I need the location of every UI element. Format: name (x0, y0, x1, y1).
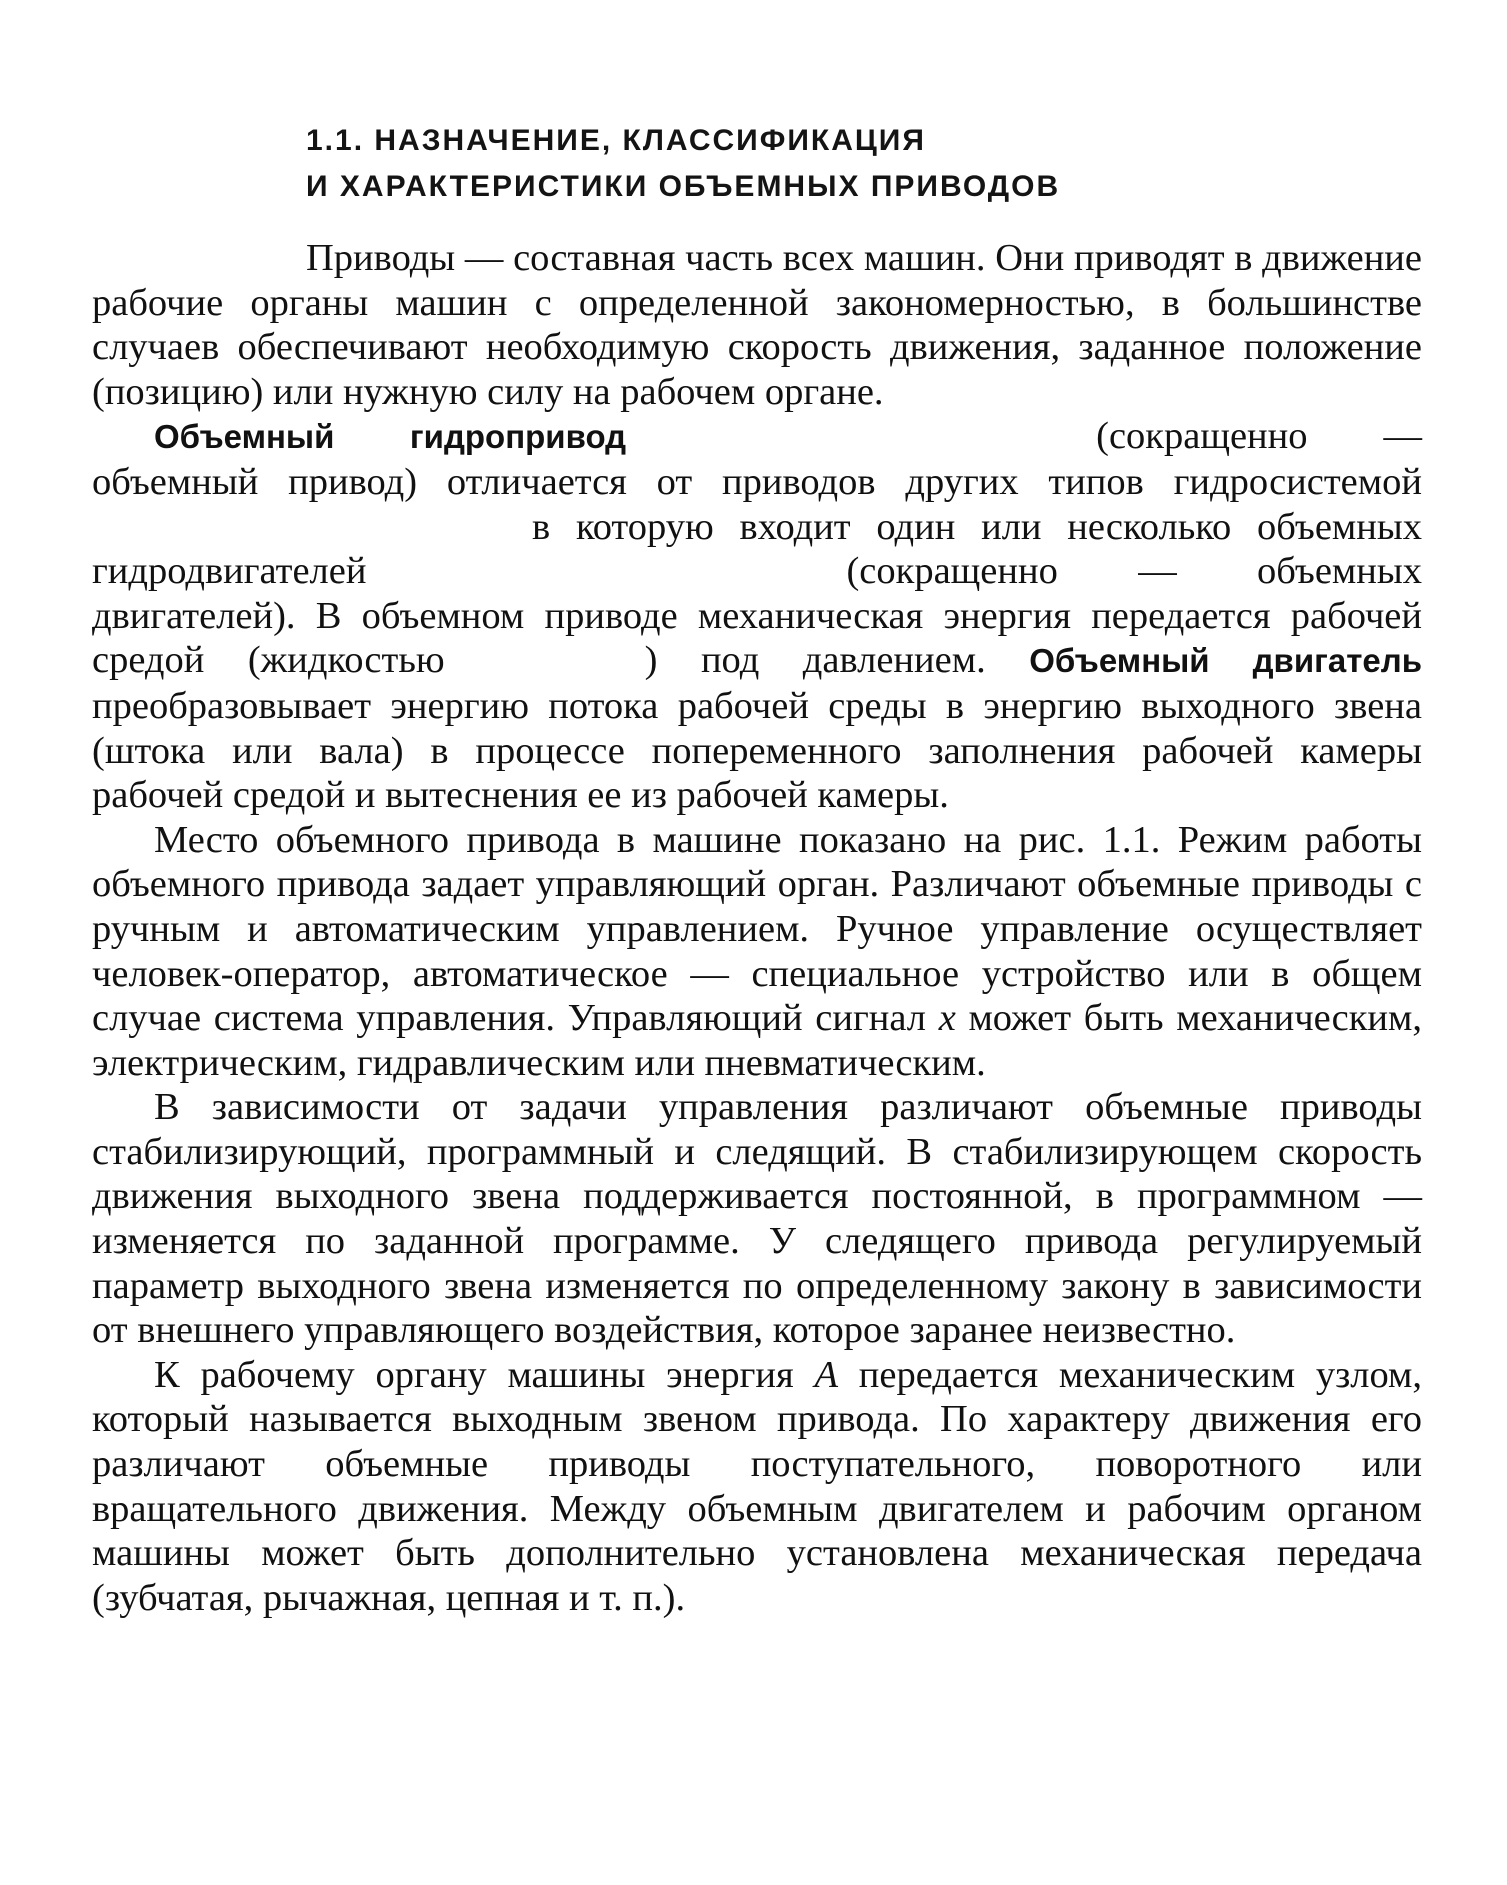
heading-line-1: 1.1. НАЗНАЧЕНИЕ, КЛАССИФИКАЦИЯ (306, 124, 926, 157)
paragraph-2-text-2: в которую входит один или несколько объемных гидродвигателей (92, 505, 1422, 593)
paragraph-3 (92, 818, 1422, 1086)
paragraph-2-text-4: ) под давлением. (644, 639, 986, 682)
paragraph-4: В зависимости от задачи управления различают объемные приводы стабилизирующий, программный и следящий. В стабилизирующем скорость движения выходного звена поддерживается постоянной, в программном — изменяется по заданной программе. У следящего привода регулируемый параметр выходного звена изменяется по определенному закону в зависимости от внешнего управляющего воздействия, которое заранее неизвестно. (92, 1086, 1422, 1352)
body-text (92, 236, 1422, 1620)
term-volumetric-motor: Объемный двигатель (1029, 642, 1422, 680)
heading-line-2: И ХАРАКТЕРИСТИКИ ОБЪЕМНЫХ ПРИВОДОВ (306, 170, 1061, 203)
paragraph-2-text-1: (сокращенно — объемный привод) отличается от приводов других типов гидросистемой (92, 415, 1422, 503)
paragraph-5 (92, 1353, 1422, 1621)
paragraph-2-text-5: преобразовывает энергию потока рабочей среды в энергию выходного звена (штока или вала) в процессе попеременного заполнения рабочей камеры рабочей средой и вытеснения ее из рабочей камеры. (92, 684, 1422, 817)
paragraph-2 (92, 414, 1422, 817)
section-heading (306, 118, 1406, 210)
variable-x: x (938, 997, 956, 1040)
paragraph-2-text-3: (сокращенно — объемных двигателей). В объемном приводе механическая энергия передается рабочей средой (жидкостью (92, 550, 1422, 682)
paragraph-3-text-2: может быть механическим, электрическим, гидравлическим или пневматическим. (92, 997, 1423, 1084)
term-volumetric-hydrodrive: Объемный гидропривод (154, 418, 627, 456)
paragraph-5-text-2: передается механическим узлом, который называется выходным звеном привода. По характеру движения его различают объемные приводы поступательного, поворотного или вращательного движения. Между объемным двигателем и рабочим органом машины может быть дополнительно установлена механическая передача (зубчатая, рычажная, цепная и т. п.). (92, 1353, 1422, 1619)
paragraph-5-text-1: К рабочему органу машины энергия (154, 1353, 794, 1396)
paragraph-3-text-1: Место объемного привода в машине показано на рис. 1.1. Режим работы объемного привода задает управляющий орган. Различают объемные приводы с ручным и автоматическим управлением. Ручное управление осуществляет человек-оператор, автоматическое — специальное устройство или в общем случае система управления. Управляющий сигнал (92, 818, 1422, 1040)
variable-a: A (814, 1353, 838, 1396)
paragraph-1: Приводы — составная часть всех машин. Они приводят в движение рабочие органы машин с определенной закономерностью, в большинстве случаев обеспечивают необходимую скорость движения, заданное положение (позицию) или нужную силу на рабочем органе. (92, 237, 1422, 413)
